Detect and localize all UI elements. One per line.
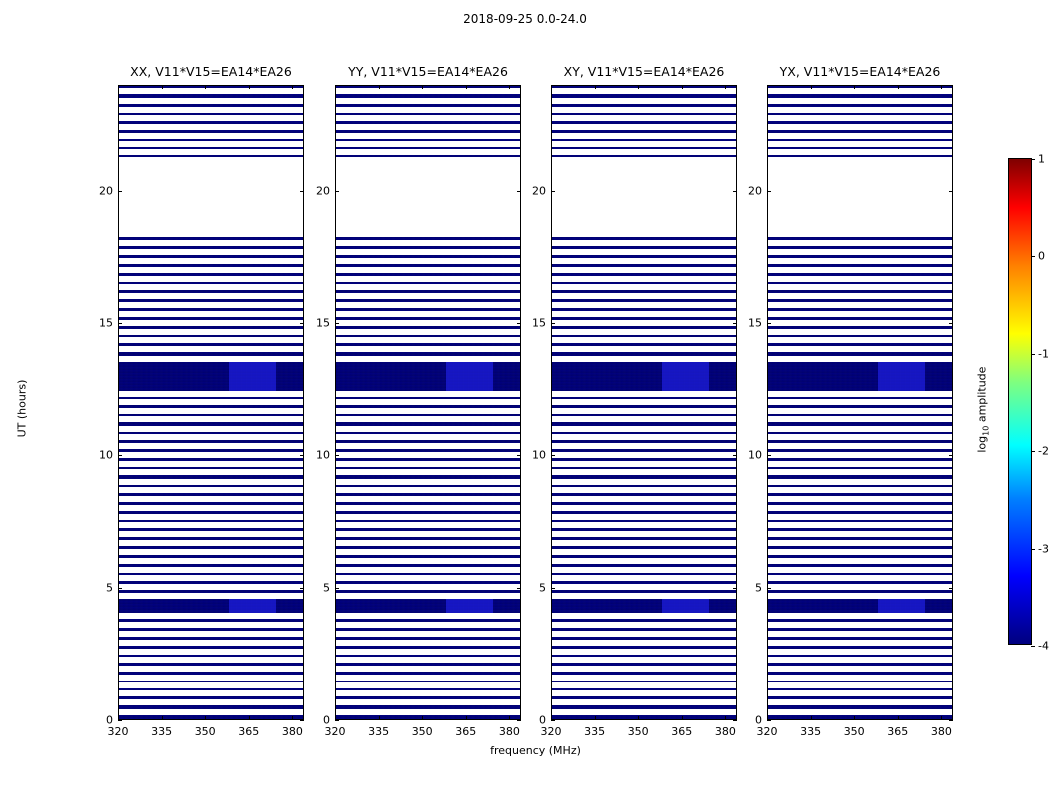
x-tick-label: 365 <box>887 725 909 738</box>
y-tick <box>551 588 555 589</box>
y-tick <box>733 323 737 324</box>
heatmap-axes-yx <box>767 85 953 720</box>
colorbar-label-main: log <box>975 435 989 453</box>
figure-suptitle: 2018-09-25 0.0-24.0 <box>463 12 587 26</box>
y-tick <box>949 323 953 324</box>
panel-title-xy: XY, V11*V15=EA14*EA26 <box>563 64 725 79</box>
x-tick <box>682 85 683 89</box>
x-tick <box>725 85 726 89</box>
colorbar-tick-label: -4 <box>1038 639 1049 653</box>
y-tick <box>767 323 771 324</box>
y-tick <box>517 455 521 456</box>
heatmap-axes-xy <box>551 85 737 720</box>
panel-xy <box>532 64 737 738</box>
y-tick <box>335 588 339 589</box>
panel-title-yx: YX, V11*V15=EA14*EA26 <box>779 64 941 79</box>
y-tick <box>300 323 304 324</box>
x-tick-label: 320 <box>324 725 346 738</box>
x-tick <box>638 85 639 89</box>
x-tick-label: 365 <box>455 725 477 738</box>
flagged-rows <box>119 86 303 719</box>
y-tick-label: 0 <box>106 713 113 727</box>
y-tick <box>517 191 521 192</box>
heatmap-axes-xx <box>118 85 304 720</box>
y-tick <box>118 588 122 589</box>
flagged-rows <box>552 86 736 719</box>
heatmap-axes-yy <box>335 85 521 720</box>
y-tick-label: 5 <box>106 581 113 595</box>
colorbar-tick-label: 1 <box>1038 152 1045 166</box>
x-tick-label: 380 <box>281 725 303 738</box>
colorbar-tick-label: -2 <box>1038 444 1049 458</box>
panel-yx <box>748 64 953 738</box>
x-tick-label: 365 <box>238 725 260 738</box>
y-tick-label: 0 <box>539 713 546 727</box>
y-tick <box>300 191 304 192</box>
x-tick-label: 335 <box>368 725 390 738</box>
x-tick-label: 320 <box>540 725 562 738</box>
x-tick-label: 380 <box>930 725 952 738</box>
x-tick <box>379 85 380 89</box>
x-tick <box>595 85 596 89</box>
x-tick-label: 350 <box>411 725 433 738</box>
y-tick <box>118 191 122 192</box>
x-tick <box>335 85 336 89</box>
y-tick <box>551 323 555 324</box>
x-tick <box>767 85 768 89</box>
y-tick-label: 20 <box>316 184 330 198</box>
x-tick-label: 380 <box>714 725 736 738</box>
y-tick <box>517 588 521 589</box>
x-axis-label: frequency (MHz) <box>490 744 581 757</box>
y-tick <box>118 455 122 456</box>
colorbar-label-sub: 10 <box>981 425 991 436</box>
x-tick <box>118 85 119 89</box>
x-tick <box>466 85 467 89</box>
x-tick-label: 350 <box>627 725 649 738</box>
colorbar-tick-label: 0 <box>1038 249 1045 263</box>
y-tick-label: 5 <box>323 581 330 595</box>
y-tick-label: 10 <box>99 448 113 462</box>
flagged-rows <box>768 86 952 719</box>
y-tick <box>949 588 953 589</box>
x-tick <box>205 85 206 89</box>
colorbar <box>1008 152 1049 653</box>
x-tick <box>551 85 552 89</box>
x-tick-label: 320 <box>107 725 129 738</box>
x-tick <box>249 85 250 89</box>
panel-yy <box>316 64 521 738</box>
panel-xx <box>99 64 304 738</box>
y-tick-label: 15 <box>99 316 113 330</box>
x-tick-label: 335 <box>800 725 822 738</box>
y-tick-label: 15 <box>748 316 762 330</box>
y-tick-label: 0 <box>323 713 330 727</box>
y-tick <box>300 455 304 456</box>
colorbar-tick-label: -1 <box>1038 347 1049 361</box>
x-tick <box>422 85 423 89</box>
panel-title-yy: YY, V11*V15=EA14*EA26 <box>348 64 508 79</box>
y-tick <box>733 455 737 456</box>
colorbar-tick-label: -3 <box>1038 542 1049 556</box>
x-tick-label: 335 <box>584 725 606 738</box>
y-tick <box>118 323 122 324</box>
y-tick-label: 5 <box>755 581 762 595</box>
x-tick-label: 365 <box>671 725 693 738</box>
y-tick <box>767 455 771 456</box>
y-tick <box>551 455 555 456</box>
y-tick-label: 20 <box>99 184 113 198</box>
y-tick <box>767 588 771 589</box>
y-tick-label: 10 <box>532 448 546 462</box>
x-tick-label: 350 <box>843 725 865 738</box>
x-tick-label: 380 <box>498 725 520 738</box>
y-tick <box>300 588 304 589</box>
y-tick <box>335 191 339 192</box>
x-tick-label: 320 <box>756 725 778 738</box>
x-tick <box>509 85 510 89</box>
y-tick <box>733 191 737 192</box>
y-tick-label: 15 <box>316 316 330 330</box>
colorbar-label <box>975 367 990 453</box>
x-tick <box>162 85 163 89</box>
y-tick-label: 20 <box>748 184 762 198</box>
y-tick <box>733 588 737 589</box>
colorbar-label-tail: amplitude <box>975 366 989 426</box>
x-tick-label: 335 <box>151 725 173 738</box>
y-axis-label: UT (hours) <box>15 379 29 438</box>
y-tick-label: 20 <box>532 184 546 198</box>
x-tick <box>898 85 899 89</box>
y-tick <box>949 455 953 456</box>
y-tick-label: 0 <box>755 713 762 727</box>
flagged-rows <box>336 86 520 719</box>
y-tick <box>335 455 339 456</box>
y-tick-label: 15 <box>532 316 546 330</box>
y-tick <box>551 191 555 192</box>
panel-title-xx: XX, V11*V15=EA14*EA26 <box>130 64 292 79</box>
y-tick <box>335 323 339 324</box>
x-tick <box>292 85 293 89</box>
y-tick <box>767 191 771 192</box>
x-tick <box>854 85 855 89</box>
x-tick-label: 350 <box>194 725 216 738</box>
y-tick <box>517 323 521 324</box>
y-tick-label: 10 <box>748 448 762 462</box>
y-tick <box>949 191 953 192</box>
y-tick-label: 10 <box>316 448 330 462</box>
y-tick-label: 5 <box>539 581 546 595</box>
x-tick <box>941 85 942 89</box>
x-tick <box>811 85 812 89</box>
